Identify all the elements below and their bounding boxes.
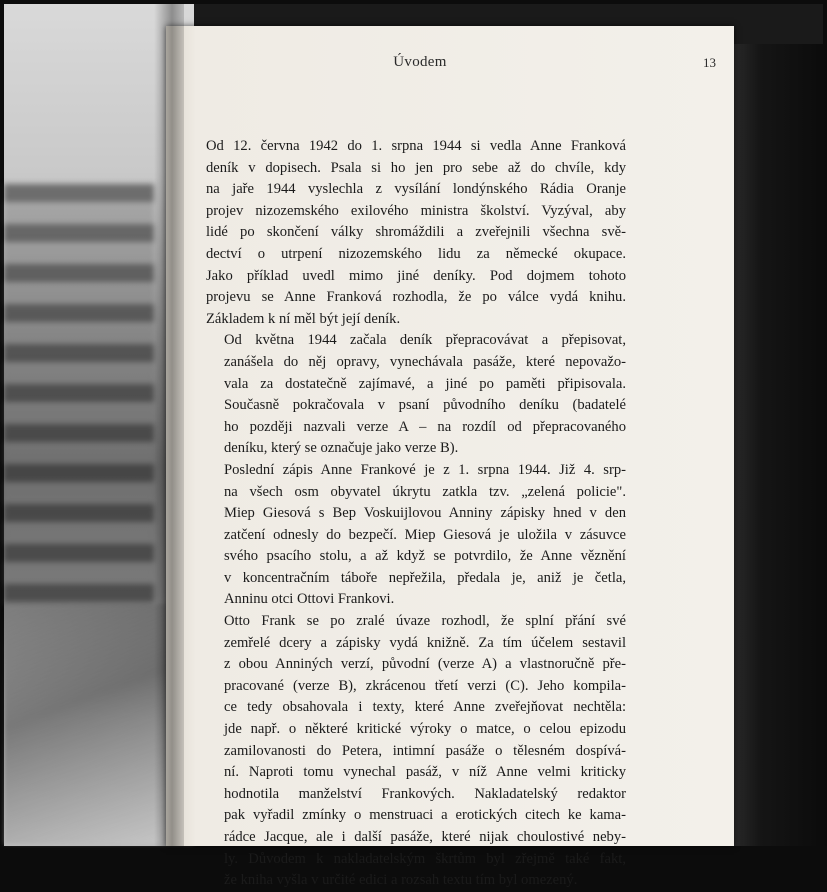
text-line: pracované (verze B), zkrácenou třetí verzi (C). Jeho kompila-	[224, 677, 626, 694]
text-line: zamilovanosti do Petera, intimní pasáže o tělesném dospívá-	[224, 742, 626, 759]
text-line: pak vyřadil zmínky o menstruaci a erotických citech ke kama-	[224, 807, 626, 824]
text-line: ho později nazvali verze A – na rozdíl od přepracovaného	[224, 418, 626, 435]
body-text	[206, 136, 626, 892]
paragraph	[206, 136, 626, 330]
text-line: deník v dopisech. Psala si ho jen pro sebe až do chvíle, kdy	[206, 159, 626, 176]
text-line: Jako příklad uvedl mimo jiné deníky. Pod dojmem tohoto	[206, 267, 626, 284]
text-line: projevu se Anne Franková rozhodla, že po válce vydá knihu.	[206, 289, 626, 306]
text-line: rádce Jacque, ale i další pasáže, které nijak choulostivé neby-	[224, 829, 626, 845]
book-page	[166, 26, 734, 889]
text-line: Základem k ní měl být její deník.	[206, 310, 401, 327]
text-line: zanášela do něj opravy, vynechávala pasáže, které nepovažo-	[224, 353, 626, 370]
text-line: na jaře 1944 vyslechla z vysílání londýnského Rádia Oranje	[206, 181, 626, 198]
text-line: Současně pokračovala v psaní původního deníku (badatelé	[224, 397, 626, 414]
text-line: na všech osm obyvatel úkrytu zatkla tzv. „zelená policie".	[224, 483, 626, 500]
text-line: jde např. o některé kritické výroky o matce, o celou epizodu	[224, 721, 626, 738]
text-line: deníku, který se označuje jako verze B).	[224, 440, 459, 457]
text-line: Poslední zápis Anne Frankové je z 1. srpna 1944. Již 4. srp-	[224, 461, 626, 478]
text-line: zemřelé dcery a zápisky vydá knižně. Za tím účelem sestavil	[224, 634, 626, 651]
photo-frame	[4, 4, 823, 889]
text-line: Od 12. června 1942 do 1. srpna 1944 si vedla Anne Franková	[206, 138, 626, 154]
text-line: projev nizozemského exilového ministra školství. Vyzýval, aby	[206, 202, 626, 219]
text-line: v koncentračním táboře nepřežila, předala je, aniž je četla,	[224, 569, 626, 586]
text-line: Otto Frank se po zralé úvaze rozhodl, že splní přání své	[224, 613, 626, 630]
text-line: lidé po skončení války shromáždili a zveřejnili všechna svě-	[206, 224, 626, 241]
page-header	[166, 54, 734, 78]
paragraph	[206, 330, 626, 460]
text-line: ly. Důvodem k nakladatelským škrtům byl zřejmě také fakt,	[224, 850, 626, 867]
page-number: 13	[703, 55, 716, 70]
running-title: Úvodem	[393, 54, 447, 70]
paragraph	[206, 460, 626, 611]
text-line: svého psacího stolu, a až když se potvrdilo, že Anne věznění	[224, 548, 626, 565]
text-line: ní. Naproti tomu vynechal pasáž, v níž Anne velmi kriticky	[224, 764, 626, 781]
paragraph	[206, 611, 626, 892]
text-line: Od května 1944 začala deník přepracovávat a přepisovat,	[224, 332, 626, 349]
text-line: že kniha vyšla v určité edici a rozsah textu tím byl omezený.	[224, 872, 578, 889]
text-line: Anninu otci Ottovi Frankovi.	[224, 591, 395, 608]
text-line: Miep Giesová s Bep Voskuijlovou Anniny zápisky hned v den	[224, 505, 626, 522]
text-line: ce tedy obsahovala i texty, které Anne zveřejňovat nechtěla:	[224, 699, 626, 716]
book-edge-right	[732, 44, 827, 846]
text-line: vala za dostatečně zajímavé, a jiné po paměti připisovala.	[224, 375, 626, 392]
text-line: dectví o utrpení nizozemského lidu za německé okupace.	[206, 245, 626, 262]
text-line: zatčení odnesly do bezpečí. Miep Giesová je uložila v zásuvce	[224, 526, 626, 543]
book-gutter-shadow	[154, 4, 184, 846]
text-line: z obou Anniných verzí, původní (verze A) a vlastnoručně pře-	[224, 656, 626, 673]
text-line: hodnotila manželství Frankových. Nakladatelský redaktor	[224, 785, 626, 802]
